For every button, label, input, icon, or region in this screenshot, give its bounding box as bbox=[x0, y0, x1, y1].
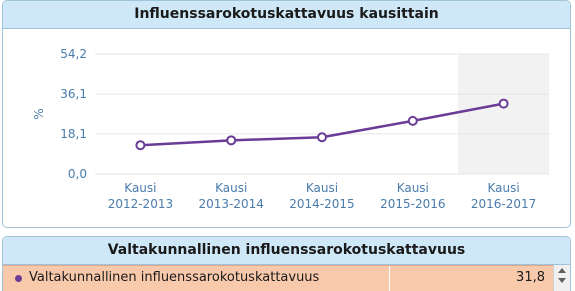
table-panel bbox=[2, 236, 571, 291]
row-value: 31,8 bbox=[516, 270, 545, 285]
x-tick-label: Kausi bbox=[396, 181, 429, 195]
x-tick-label: 2012-2013 bbox=[107, 197, 174, 211]
x-tick-label: Kausi bbox=[215, 181, 248, 195]
scroll-down-arrow-icon[interactable] bbox=[558, 278, 566, 283]
x-tick-label: Kausi bbox=[305, 181, 339, 195]
column-divider bbox=[389, 266, 390, 291]
series-bullet-icon bbox=[15, 275, 22, 282]
scroll-up-arrow-icon[interactable] bbox=[558, 268, 566, 273]
y-tick-label: 36,1 bbox=[60, 87, 87, 102]
y-tick-label: 18,1 bbox=[60, 126, 87, 141]
data-point bbox=[500, 100, 508, 108]
line-chart bbox=[3, 28, 570, 227]
y-axis-label: % bbox=[32, 108, 46, 120]
data-point bbox=[318, 133, 326, 141]
chart-panel bbox=[2, 0, 571, 228]
row-name: Valtakunnallinen influenssarokotuskattavuus bbox=[29, 270, 320, 285]
x-tick-label: 2015-2016 bbox=[380, 197, 446, 211]
data-point bbox=[409, 117, 417, 125]
y-tick-label: 0,0 bbox=[67, 167, 87, 181]
table-row[interactable] bbox=[3, 265, 555, 291]
data-point bbox=[227, 136, 235, 144]
table-scrollbar[interactable] bbox=[553, 265, 570, 291]
x-tick-label: Kausi bbox=[124, 181, 157, 195]
highlight-band bbox=[458, 54, 549, 174]
x-tick-label: Kausi bbox=[487, 181, 520, 195]
x-tick-label: 2013-2014 bbox=[198, 197, 264, 211]
data-point bbox=[136, 141, 144, 149]
x-tick-label: 2014-2015 bbox=[289, 197, 355, 211]
table-title: Valtakunnallinen influenssarokotuskattavuus bbox=[3, 237, 570, 265]
chart-title: Influenssarokotuskattavuus kausittain bbox=[3, 1, 570, 29]
y-tick-label: 54,2 bbox=[60, 47, 87, 61]
x-tick-label: 2016-2017 bbox=[470, 197, 537, 211]
